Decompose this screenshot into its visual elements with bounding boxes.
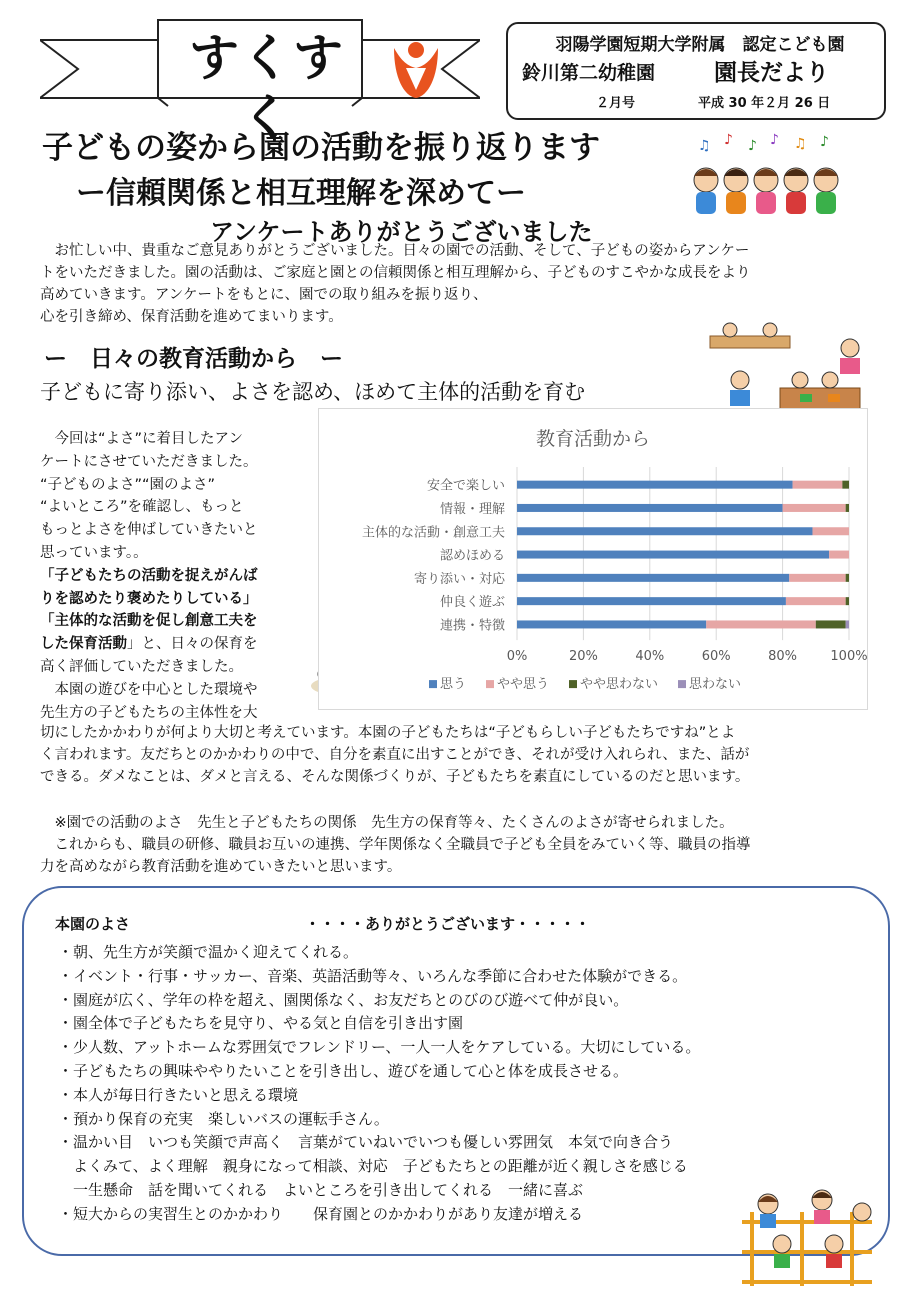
category-label: 寄り添い・対応 (413, 571, 505, 587)
thanks-headline: アンケートありがとうございました (210, 218, 593, 246)
x-tick-label: 40% (635, 649, 665, 665)
issue-label: ２月号 (596, 96, 636, 111)
school-name: 羽陽学園短期大学附属 認定こども園 (555, 35, 845, 55)
list-item: ・少人数、アットホームな雰囲気でフレンドリー、一人一人をケアしている。大切にしている。 (58, 1038, 701, 1057)
list-item: ・子どもたちの興味ややりたいことを引き出し、遊びを通して心と体を成長させる。 (58, 1061, 629, 1080)
left-line: 今回は“よさ”に着目したアン (40, 431, 243, 447)
list-item: ・イベント・行事・サッカー、音楽、英語活動等々、いろんな季節に合わせた体験ができる。 (58, 966, 688, 985)
left-line: もっとよさを伸ばしていきたいと (40, 522, 258, 539)
left-line: ケートにさせていただきました。 (40, 453, 258, 470)
masthead-title: すくすく (189, 29, 345, 147)
education-activity-chart (318, 408, 868, 710)
list-item: ・本人が毎日行きたいと思える環境 (58, 1085, 299, 1104)
bar-segment (517, 574, 789, 582)
bar-segment (829, 551, 849, 559)
chart-svg (319, 409, 867, 709)
bar-segment (816, 620, 846, 628)
section-subtitle: 子どもに寄り添い、よさを認め、ほめて主体的活動を育む (40, 380, 586, 404)
main-headline: 子どもの姿から園の活動を振り返ります (42, 130, 600, 166)
notes-line: 力を高めながら教育活動を進めていきたいと思います。 (40, 859, 402, 875)
good-points-title: 本園のよさ (55, 915, 131, 933)
tulip-logo-icon (386, 38, 446, 104)
x-tick-label: 80% (768, 649, 798, 665)
children-singing-illustration (690, 132, 850, 222)
good-points-thanks: ・・・・ありがとうございます・・・・・ (305, 915, 591, 933)
svg-text:♫: ♫ (698, 138, 711, 154)
left-line-quote: 「主体的な活動を促し創意工夫を (40, 613, 258, 630)
bar-segment (517, 597, 786, 605)
legend-entry: 思う (440, 677, 467, 693)
jungle-gym-illustration (722, 1182, 892, 1292)
x-tick-label: 100% (830, 649, 867, 665)
bar-segment (842, 481, 849, 489)
kindergarten-name: 鈴川第二幼稚園 (522, 62, 656, 84)
classroom-activity-illustration (700, 318, 890, 418)
intro-line: トをいただきました。園の活動は、ご家庭と園との信頼関係と相互理解から、子どものすこやかな成長をより (40, 265, 751, 281)
intro-line: 心を引き締め、保育活動を進めてまいります。 (40, 309, 343, 325)
left-line: “よいところ”を確認し、もっと (40, 499, 244, 516)
list-item: ・預かり保育の充実 楽しいバスの運転手さん。 (58, 1109, 389, 1128)
bar-segment (517, 551, 829, 559)
category-label: 連携・特徴 (439, 618, 505, 634)
bar-segment (846, 574, 849, 582)
left-line-quote: りを認めたり褒めたりしている」 (40, 590, 258, 607)
list-item: ・園全体で子どもたちを見守り、やる気と自信を引き出す園 (58, 1014, 464, 1033)
notes-paragraph (40, 812, 888, 878)
list-item: ・温かい目 いつも笑顔で声高く 言葉がていねいでいつも優しい雰囲気 本気で向き合う (58, 1133, 674, 1152)
intro-line: お忙しい中、貴重なご意見ありがとうございました。日々の園での活動、そして、子どもの姿からアンケー (40, 243, 750, 259)
x-tick-label: 20% (568, 649, 598, 665)
notes-line: これからも、職員の研修、職員お互いの連携、学年関係なく全職員で子ども全員をみていく等、職員の指導 (40, 837, 751, 853)
svg-text:♪: ♪ (820, 134, 829, 150)
category-label: 安全で楽しい (426, 478, 505, 494)
body-line: できる。ダメなことは、ダメと言える、そんな関係づくりが、子どもたちを素直にしているのだと思います。 (40, 769, 750, 785)
bar-segment (786, 597, 846, 605)
bar-segment (517, 481, 793, 489)
section-title: ー 日々の教育活動から ー (44, 346, 343, 372)
bar-segment (517, 527, 812, 535)
bar-segment (789, 574, 845, 582)
chart-title: 教育活動から (535, 428, 651, 450)
body-line: く言われます。友だちとのかかわりの中で、自分を素直に出すことができ、それが受け入れられ、また、話が (40, 747, 750, 763)
body-line: 切にしたかかわりが何より大切と考えています。本園の子どもたちは“子どもらしい子どもたちですね”とよ (40, 725, 736, 741)
svg-text:♪: ♪ (770, 132, 779, 148)
legend-entry: 思わない (689, 677, 742, 693)
left-line: “子どものよさ”“園のよさ” (40, 476, 216, 493)
bar-segment (846, 504, 849, 512)
category-label: 仲良く遊ぶ (439, 595, 505, 611)
letter-title: 園長だより (714, 60, 829, 86)
bar-segment (793, 481, 843, 489)
left-line: 高く評価していただきました。 (40, 658, 243, 675)
legend-swatch (678, 680, 686, 688)
bar-segment (783, 504, 846, 512)
legend-swatch (569, 680, 577, 688)
left-line-quote: 「子どもたちの活動を捉えがんば (40, 567, 258, 584)
bar-segment (517, 620, 706, 628)
left-line: 思っています。。 (40, 544, 148, 561)
left-column-text (40, 428, 302, 724)
left-line: 」と、日々の保育を (127, 636, 258, 653)
notes-line: ※園での活動のよさ 先生と子どもたちの関係 先生方の保育等々、たくさんのよさが寄せられました。 (40, 815, 734, 831)
category-label: 主体的な活動・創意工夫 (361, 525, 505, 541)
list-item: ・短大からの実習生とのかかわり 保育園とのかかわりがあり友達が増える (58, 1204, 584, 1223)
category-label: 認めほめる (439, 548, 505, 564)
legend-entry: やや思わない (580, 677, 659, 693)
sub-headline: ー信頼関係と相互理解を深めてー (76, 176, 526, 211)
intro-paragraph (40, 240, 888, 328)
category-label: 情報・理解 (439, 501, 505, 517)
intro-line: 高めていきます。アンケートをもとに、園での取り組みを振り返り、 (40, 287, 488, 303)
left-line-quote: した保育活動 (40, 636, 127, 653)
bar-segment (846, 597, 849, 605)
body-paragraph (40, 722, 888, 788)
legend-entry: やや思う (497, 677, 550, 693)
svg-text:♪: ♪ (748, 138, 757, 154)
issue-date: 平成 30 年２月 26 日 (698, 96, 831, 111)
list-item: ・園庭が広く、学年の枠を超え、園関係なく、お友だちとのびのび遊べて仲が良い。 (58, 990, 629, 1009)
x-tick-label: 0% (506, 649, 528, 665)
bar-segment (706, 620, 816, 628)
left-line: 本園の遊びを中心とした環境や (40, 681, 258, 698)
x-tick-label: 60% (701, 649, 731, 665)
bar-segment (517, 504, 783, 512)
left-line: 先生方の子どもたちの主体性を大 (40, 704, 258, 721)
svg-text:♪: ♪ (724, 132, 733, 148)
bar-segment (812, 527, 849, 535)
bar-segment (846, 620, 849, 628)
list-item: よくみて、よく理解 親身になって相談、対応 子どもたちとの距離が近く親しさを感じる (58, 1157, 688, 1176)
legend-swatch (486, 680, 494, 688)
svg-text:♫: ♫ (794, 136, 807, 152)
legend-swatch (429, 680, 437, 688)
list-item: ・朝、先生方が笑顔で温かく迎えてくれる。 (58, 943, 359, 961)
list-item: 一生懸命 話を聞いてくれる よいところを引き出してくれる 一緒に喜ぶ (58, 1180, 584, 1199)
